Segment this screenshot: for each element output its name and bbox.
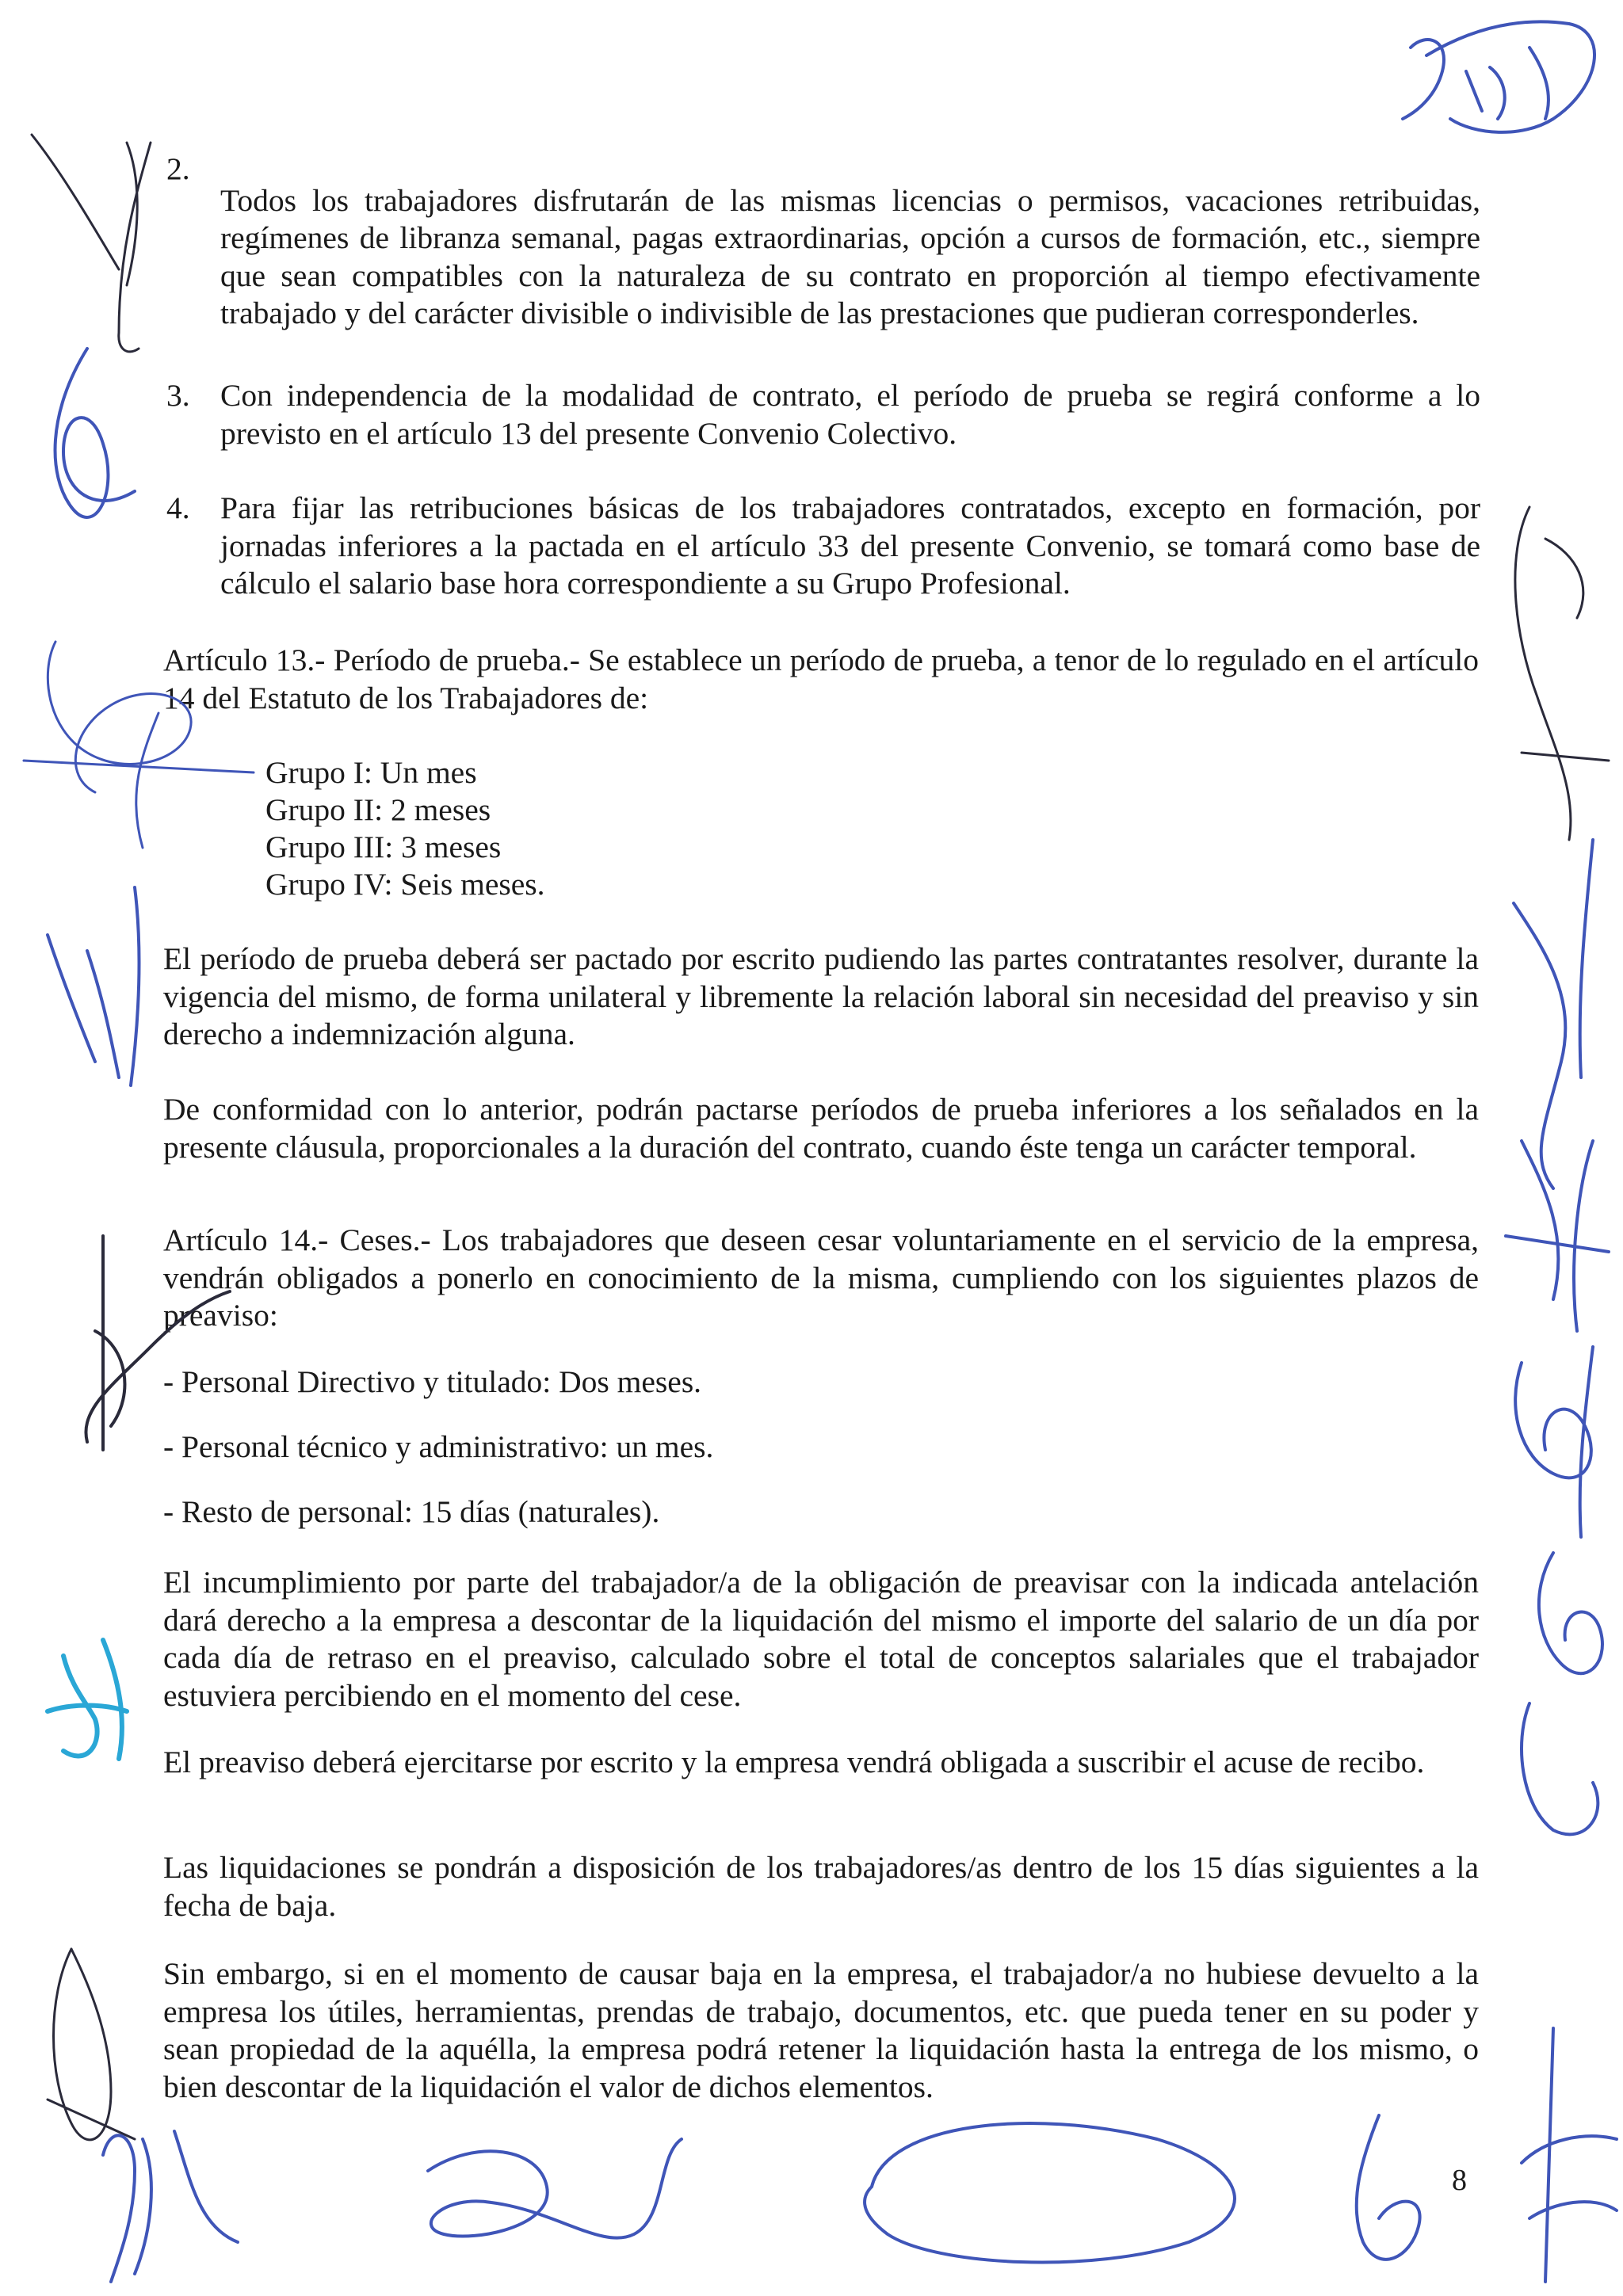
article-13-paragraph: De conformidad con lo anterior, podrán pactarse períodos de prueba inferiores a los señalados en la presente cláusula, proporcionales a la duración del contrato, cuando éste tenga un carácter temporal. [163,1092,1479,1165]
grupo-line: Grupo II: 2 meses [265,792,491,827]
article-13-paragraph: El período de prueba deberá ser pactado por escrito pudiendo las partes contratantes resolver, durante la vigencia del mismo, de forma unilateral y libremente la relación laboral sin necesidad del preaviso y sin derecho a indemnización alguna. [163,941,1479,1051]
plazo-line: - Resto de personal: 15 días (naturales). [163,1494,660,1529]
grupo-line: Grupo IV: Seis meses. [265,867,545,902]
article-14-paragraph: Las liquidaciones se pondrán a disposición de los trabajadores/as dentro de los 15 días siguientes a la fecha de baja. [163,1850,1479,1923]
article-14-intro: Artículo 14.- Ceses.- Los trabajadores que deseen cesar voluntariamente en el servicio de la empresa, vendrán obligados a ponerlo en conocimiento de la misma, cumpliendo con los siguientes plazos de preaviso: [163,1222,1479,1333]
article-14-paragraph: El incumplimiento por parte del trabajador/a de la obligación de preavisar con la indicada antelación dará derecho a la empresa a descontar de la liquidación del mismo el importe del salario de un día por cada día de retraso en el preaviso, calculado sobre el total de conceptos salariales que el trabajador estuviera percibiendo en el momento del cese. [163,1565,1479,1713]
article-13-intro: Artículo 13.- Período de prueba.- Se establece un período de prueba, a tenor de lo regulado en el artículo 14 del Estatuto de los Trabajadores de: [163,643,1479,715]
item-number: 2. [166,151,190,186]
list-item: Para fijar las retribuciones básicas de los trabajadores contratados, excepto en formación, por jornadas inferiores a la pactada en el artículo 33 del presente Convenio, se tomará como base de cálculo el salario base hora correspondiente a su Grupo Profesional. [220,490,1480,601]
article-14-paragraph: Sin embargo, si en el momento de causar baja en la empresa, el trabajador/a no hubiese devuelto a la empresa los útiles, herramientas, prendas de trabajo, documentos, etc. que pueda tener en su poder y sean propiedad de la aquélla, la empresa podrá retener la liquidación hasta la entrega de los mismo, o bien descontar de la liquidación el valor de dichos elementos. [163,1956,1479,2104]
plazo-line: - Personal técnico y administrativo: un mes. [163,1429,714,1464]
item-number: 3. [166,378,190,413]
list-item: Todos los trabajadores disfrutarán de las mismas licencias o permisos, vacaciones retribuidas, regímenes de libranza semanal, pagas extraordinarias, opción a cursos de formación, etc., siempre que sean compatibles con la naturaleza de su contrato en proporción al tiempo efectivamente trabajado y del carácter divisible o indivisible de las prestaciones que pudieran corresponderles. [220,182,1480,330]
page-number: 8 [1452,2164,1467,2197]
list-item: Con independencia de la modalidad de contrato, el período de prueba se regirá conforme a lo previsto en el artículo 13 del presente Convenio Colectivo. [220,378,1480,451]
article-14-paragraph: El preaviso deberá ejercitarse por escrito y la empresa vendrá obligada a suscribir el acuse de recibo. [163,1745,1425,1779]
grupo-line: Grupo I: Un mes [265,755,477,790]
grupo-line: Grupo III: 3 meses [265,830,502,864]
item-number: 4. [166,490,190,525]
plazo-line: - Personal Directivo y titulado: Dos meses. [163,1364,702,1399]
